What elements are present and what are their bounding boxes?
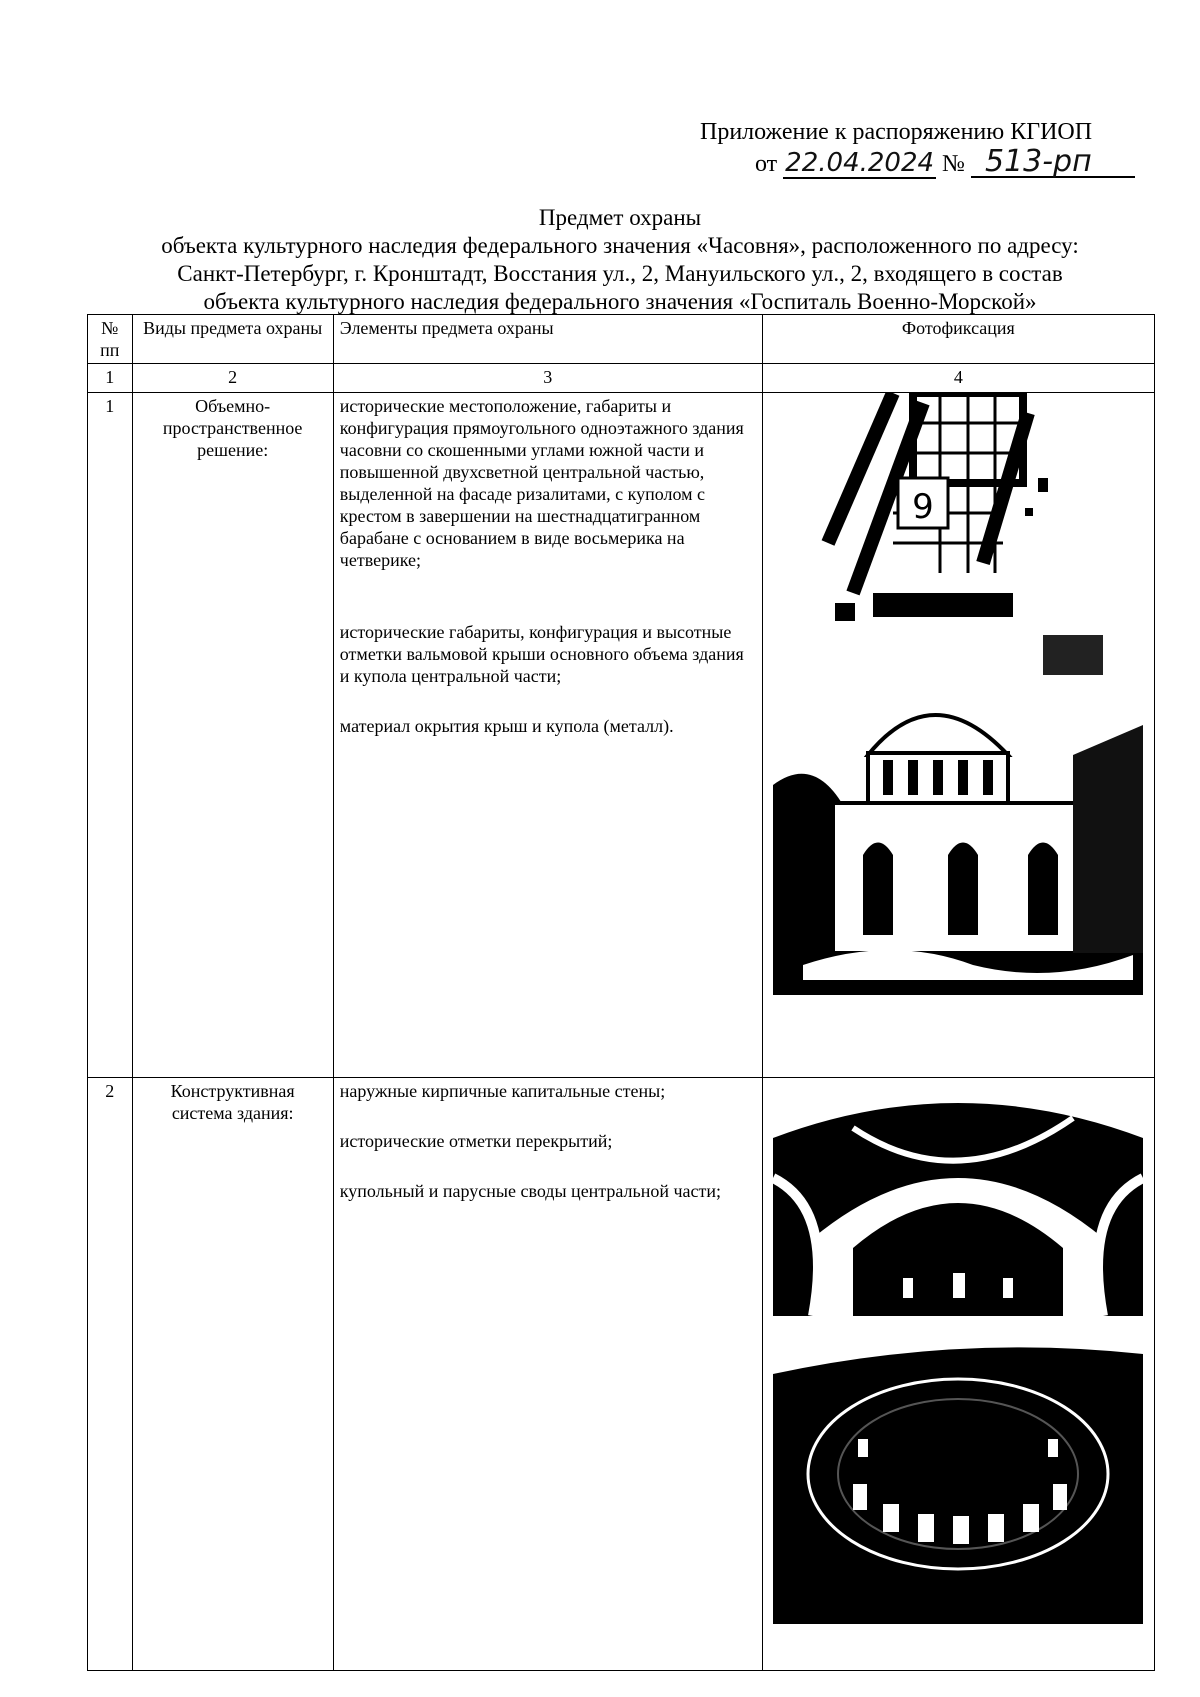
header-number: № пп xyxy=(88,315,133,364)
row-elements xyxy=(333,393,762,1078)
table-row xyxy=(88,1078,1155,1671)
from-label: от xyxy=(755,151,778,177)
row-number: 2 xyxy=(88,1078,133,1671)
index-cell: 3 xyxy=(333,364,762,393)
interior-arch-photo xyxy=(773,1078,1143,1316)
row-type: Объемно-пространственное решение: xyxy=(132,393,333,1078)
element-text: купольный и парусные своды центральной части; xyxy=(339,1181,722,1201)
index-cell: 2 xyxy=(132,364,333,393)
row-type: Конструктивная система здания: xyxy=(132,1078,333,1671)
floor-plan-photo xyxy=(773,393,1143,631)
header-photo: Фотофиксация xyxy=(762,315,1154,364)
index-cell: 4 xyxy=(762,364,1154,393)
appendix-caption: Приложение к распоряжению КГИОП xyxy=(700,119,1093,145)
row-elements xyxy=(333,1078,762,1671)
handwritten-date: 22.04.2024 xyxy=(785,148,935,178)
protection-table xyxy=(87,314,1155,1671)
row-photos xyxy=(762,393,1154,1078)
element-text: наружные кирпичные капитальные стены; xyxy=(339,1081,666,1101)
row-number: 1 xyxy=(88,393,133,1078)
facade-photo xyxy=(773,635,1143,995)
document-header xyxy=(700,118,1140,179)
svg-text:9: 9 xyxy=(912,487,935,527)
number-label: № xyxy=(942,151,965,177)
element-text: исторические местоположение, габариты и конфигурация прямоугольного одноэтажного здания часовни со скошенными углами южной части и повышенной двухсветной центральной частью, выделенной на фасаде ризалитами, с куполом с крестом в завершении на шестнадцатигранном барабане с основанием в виде восьмерика на четверике; xyxy=(339,396,744,570)
row-photos xyxy=(762,1078,1154,1671)
dome-interior-photo xyxy=(773,1334,1143,1624)
table-index-row xyxy=(88,364,1155,393)
title-line-3: Санкт-Петербург, г. Кронштадт, Восстания ул., 2, Мануильского ул., 2, входящего в состав xyxy=(177,261,1063,286)
order-reference xyxy=(755,144,1140,179)
table-row xyxy=(88,393,1155,1078)
element-text: материал окрытия крыш и купола (металл). xyxy=(339,716,674,736)
title-line-2: объекта культурного наследия федерального значения «Часовня», расположенного по адресу: xyxy=(161,233,1079,258)
handwritten-number: 513-рп xyxy=(971,148,1135,178)
title-line-1: Предмет охраны xyxy=(538,205,702,230)
element-text: исторические габариты, конфигурация и высотные отметки вальмовой крыши основного объема здания и купола центральной части; xyxy=(339,622,744,686)
element-text: исторические отметки перекрытий; xyxy=(339,1131,613,1151)
index-cell: 1 xyxy=(88,364,133,393)
document-title xyxy=(120,204,1120,316)
table-header-row xyxy=(88,315,1155,364)
header-elements: Элементы предмета охраны xyxy=(333,315,762,364)
header-type: Виды предмета охраны xyxy=(132,315,333,364)
title-line-4: объекта культурного наследия федерального значения «Госпиталь Военно-Морской» xyxy=(203,289,1037,314)
